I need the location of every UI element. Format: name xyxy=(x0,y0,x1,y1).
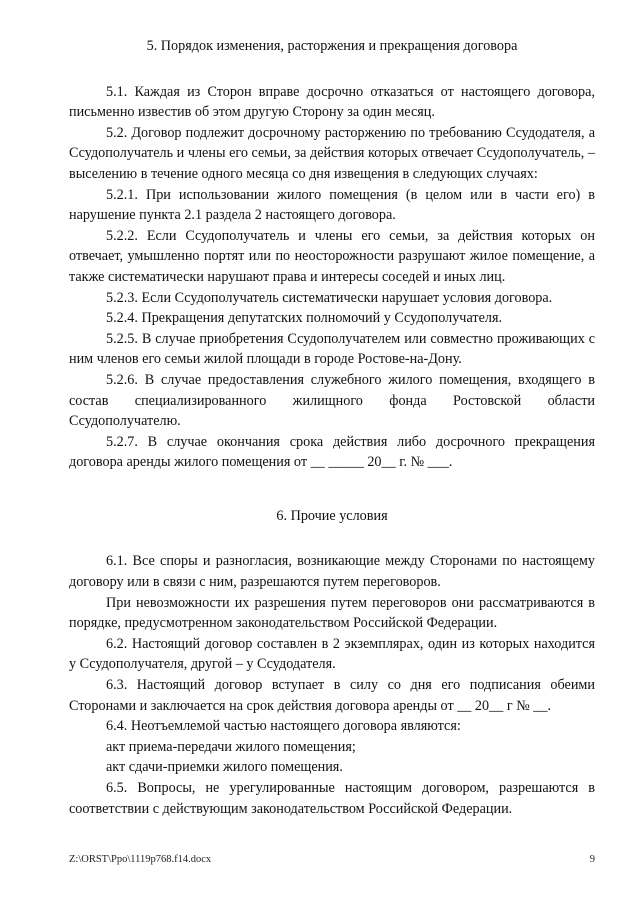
spacer xyxy=(69,57,595,82)
paragraph-5-2: 5.2. Договор подлежит досрочному расторжению по требованию Ссудодателя, а Ссудополучатель и члены его семьи, за действия которых отвечает Ссудополучатель, – выселению в течение одного месяца со дня извещения в следующих случаях: xyxy=(69,124,595,182)
paragraph-5-2-3: 5.2.3. Если Ссудополучатель систематически нарушает условия договора. xyxy=(106,289,553,306)
paragraph-5-2-4: 5.2.4. Прекращения депутатских полномочий у Ссудополучателя. xyxy=(106,310,503,327)
paragraph-5-2-1: 5.2.1. При использовании жилого помещения (в целом или в части его) в нарушение пункта 2.1 раздела 2 настоящего договора. xyxy=(69,186,595,224)
paragraph-6-1: 6.1. Все споры и разногласия, возникающие между Сторонами по настоящему договору или в связи с ним, разрешаются путем переговоров. xyxy=(69,553,595,591)
list-item-act-transfer: акт приема-передачи жилого помещения; xyxy=(106,738,356,755)
paragraph-5-2-6: 5.2.6. В случае предоставления служебного жилого помещения, входящего в состав специализированного жилищного фонда Ростовской области Ссудополучателю. xyxy=(69,371,595,430)
document-page xyxy=(69,26,595,819)
paragraph-5-2-5: 5.2.5. В случае приобретения Ссудополучателем или совместно проживающих с ним членов его семьи жилой площади в городе Ростове-на-Дону. xyxy=(69,330,595,368)
file-path: Z:\ORST\Ppo\1119p768.f14.docx xyxy=(69,854,212,865)
section-6-title: 6. Прочие условия xyxy=(276,507,388,524)
spacer xyxy=(69,526,595,551)
paragraph-6-5: 6.5. Вопросы, не урегулированные настоящим договором, разрешаются в соответствии с действующим законодательством Российской Федерации. xyxy=(69,780,595,817)
section-5-title: 5. Порядок изменения, расторжения и прекращения договора xyxy=(146,38,518,54)
paragraph-5-2-2: 5.2.2. Если Ссудополучатель и члены его семьи, за действия которых он отвечает, умышленно портят или по неосторожности разрушают жилое помещение, а также систематически нарушают права и интересы соседей и иных лиц. xyxy=(69,227,595,285)
paragraph-6-2: 6.2. Настоящий договор составлен в 2 экземплярах, один из которых находится у Ссудополучателя, другой – у Ссудодателя. xyxy=(69,635,595,673)
paragraph-5-2-7: 5.2.7. В случае окончания срока действия либо досрочного прекращения договора аренды жилого помещения от __ _____ 20__ г. № ___. xyxy=(69,433,595,471)
paragraph-5-1: 5.1. Каждая из Сторон вправе досрочно отказаться от настоящего договора, письменно известив об этом другую Сторону за один месяц. xyxy=(69,83,595,121)
paragraph-6-4: 6.4. Неотъемлемой частью настоящего договора являются: xyxy=(106,718,461,735)
spacer xyxy=(69,473,595,498)
list-item-act-return: акт сдачи-приемки жилого помещения. xyxy=(106,759,343,776)
paragraph-6-3: 6.3. Настоящий договор вступает в силу со дня его подписания обеими Сторонами и заключается на срок действия договора аренды от __ 20__ г № __. xyxy=(69,677,595,714)
paragraph-6-1-cont: При невозможности их разрешения путем переговоров они рассматриваются в порядке, предусмотренном законодательством Российской Федерации. xyxy=(69,594,595,632)
page-number: 9 xyxy=(589,854,595,865)
